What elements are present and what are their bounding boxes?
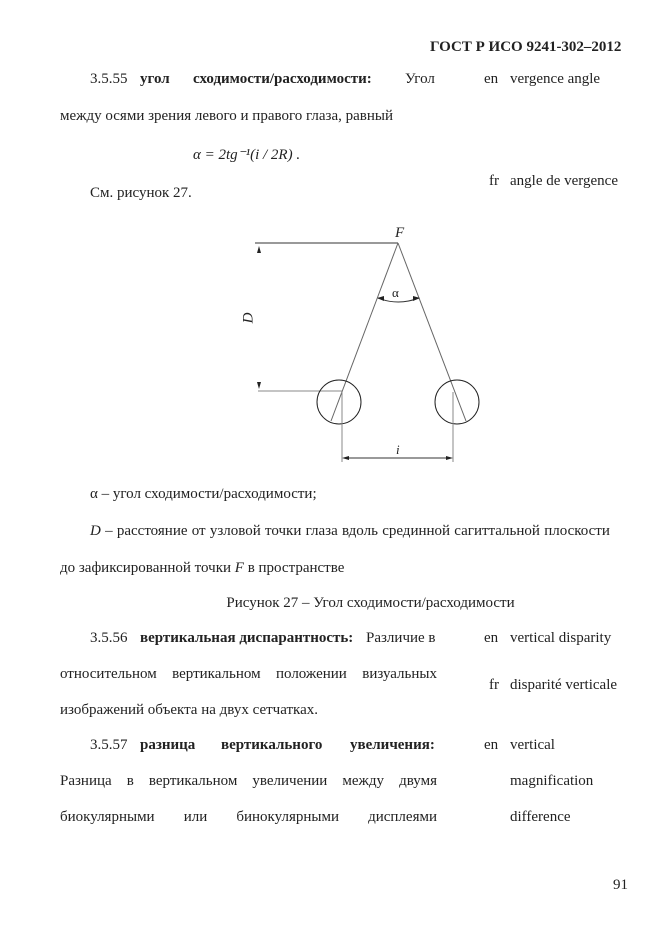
document-id-header: ГОСТ Р ИСО 9241-302–2012 <box>430 39 622 55</box>
arrow-d-bottom <box>257 382 261 389</box>
english-term: vergence angle <box>510 71 601 87</box>
legend-d-continued <box>60 559 344 577</box>
definition-text: Различие в <box>366 630 436 646</box>
term-title: разница <box>140 737 196 753</box>
term-number: 3.5.56 <box>90 630 128 646</box>
label-i: i <box>396 442 400 457</box>
definition-text: биокулярными или бинокулярными дисплеями <box>60 809 437 825</box>
figure-caption: Рисунок 27 – Угол сходимости/расходимости <box>226 595 515 611</box>
formula: α = 2tg⁻¹(i / 2R) . <box>193 147 301 163</box>
right-visual-axis <box>398 243 466 421</box>
arrow-i-left <box>342 456 349 460</box>
legend-d-symbol: D <box>90 523 101 539</box>
label-d: D <box>240 312 257 324</box>
arrow-d-top <box>257 246 261 253</box>
definition-text: Разница в вертикальном увеличении между двумя <box>60 773 437 789</box>
definition-text: между осями зрения левого и правого глаза, равный <box>60 108 393 124</box>
legend-d-text: – расстояние от узловой точки глаза вдоль срединной сагиттальной плоскости <box>100 523 610 539</box>
left-visual-axis <box>331 243 398 421</box>
english-term: difference <box>510 809 571 825</box>
english-term: magnification <box>510 773 594 789</box>
legend-d <box>90 522 610 540</box>
legend-f-symbol: F <box>234 560 244 576</box>
term-title: сходимости/расходимости: <box>193 71 372 87</box>
english-term: vertical disparity <box>510 630 612 646</box>
legend-text: до зафиксированной точки <box>60 560 235 576</box>
figure-reference: См. рисунок 27. <box>90 185 192 201</box>
label-alpha: α <box>392 285 399 300</box>
french-term: angle de vergence <box>510 173 618 189</box>
legend-alpha: α – угол сходимости/расходимости; <box>90 486 317 502</box>
english-term: vertical <box>510 737 555 753</box>
definition-text: Угол <box>405 71 435 87</box>
definition-text: относительном вертикальном положении визуальных <box>60 666 437 682</box>
term-title: увеличения: <box>350 737 435 753</box>
french-term: disparité verticale <box>510 677 618 693</box>
arrow-i-right <box>446 456 453 460</box>
term-number: 3.5.55 <box>90 71 128 87</box>
lang-label-fr: fr <box>489 173 499 189</box>
definition-text: изображений объекта на двух сетчатках. <box>60 702 318 718</box>
right-eye <box>435 380 479 424</box>
lang-label-en: en <box>484 71 499 87</box>
legend-text: в пространстве <box>243 560 345 576</box>
term-number: 3.5.57 <box>90 737 128 753</box>
lang-label-en: en <box>484 737 499 753</box>
term-title: угол <box>140 71 170 87</box>
term-title: вертикальная диспарантность: <box>140 630 354 646</box>
lang-label-fr: fr <box>489 677 499 693</box>
lang-label-en: en <box>484 630 499 646</box>
label-f: F <box>395 225 405 241</box>
left-eye <box>317 380 361 424</box>
term-title: вертикального <box>221 737 323 753</box>
page-number: 91 <box>613 877 628 893</box>
